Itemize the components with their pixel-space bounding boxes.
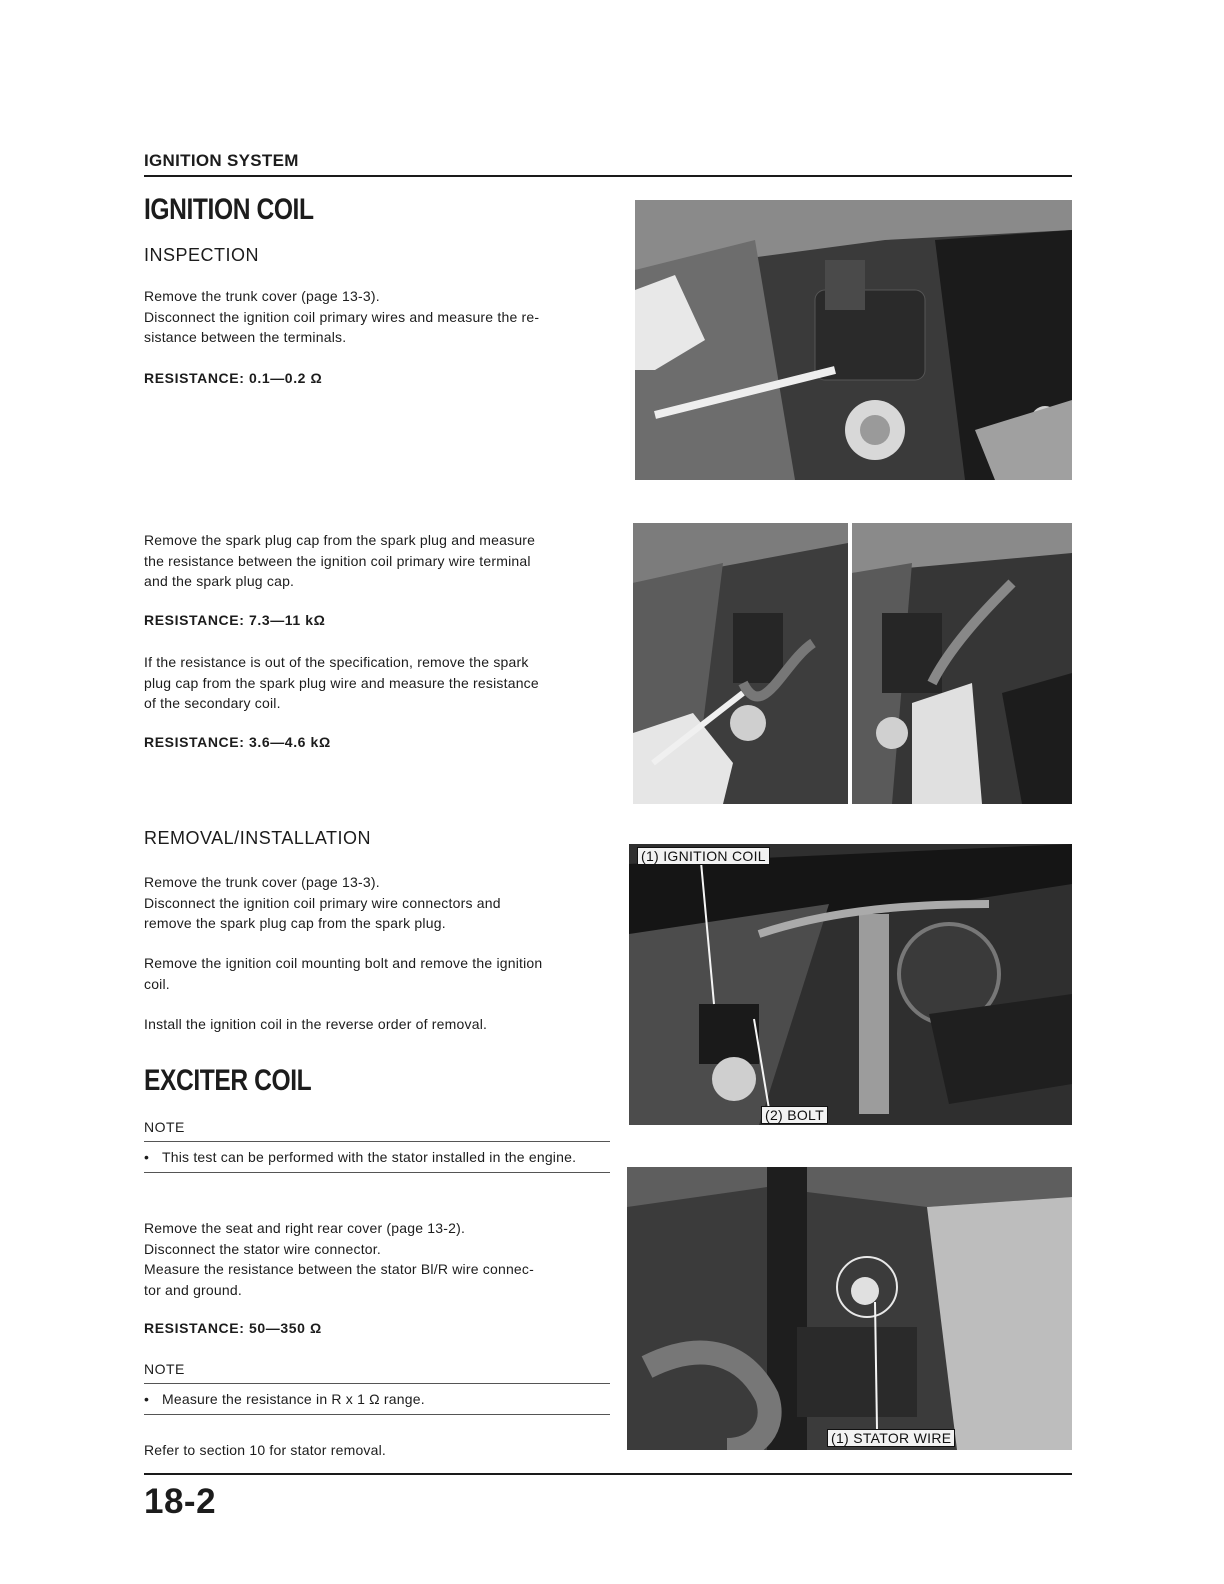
text-line: tor and ground. [144,1281,242,1298]
ignition-coil-title: IGNITION COIL [144,193,314,226]
text-line: Disconnect the stator wire connector. [144,1240,381,1257]
header-rule [144,175,1072,177]
photo-illustration [627,1167,1072,1450]
text-line: If the resistance is out of the specification, remove the spark [144,654,529,670]
callout-bolt: (2) BOLT [761,1106,828,1124]
text-line: and the spark plug cap. [144,573,295,589]
photo-illustration [629,844,1072,1125]
text-line: Remove the spark plug cap from the spark plug and measure [144,532,536,548]
text-line: sistance between the terminals. [144,329,347,345]
photo-illustration [852,523,1072,804]
resistance-spec-cap: RESISTANCE: 7.3—11 kΩ [144,612,326,628]
text-line: Remove the trunk cover (page 13-3). [144,874,380,890]
removal-heading: REMOVAL/INSTALLATION [144,828,372,848]
callout-ignition-coil: (1) IGNITION COIL [637,847,770,865]
note-text: This test can be performed with the stator installed in the engine. [162,1149,577,1165]
removal-para-2 [144,953,612,994]
photo-coil-cap-test-left [633,523,848,804]
removal-para-1 [144,872,612,934]
page-number: 18-2 [144,1482,217,1521]
resistance-spec-primary: RESISTANCE: 0.1—0.2 Ω [144,370,323,386]
photo-illustration [635,200,1072,480]
footer-rule [144,1473,1072,1475]
note-item: • This test can be performed with the stator installed in the engine. [144,1149,577,1165]
exciter-coil-title: EXCITER COIL [144,1064,312,1097]
text-line: Remove the trunk cover (page 13-3). [144,288,380,304]
text-line: Disconnect the ignition coil primary wire connectors and [144,894,501,911]
inspection-para-3 [144,652,612,714]
section-header-title: IGNITION SYSTEM [144,151,299,170]
photo-coil-primary-test [635,200,1072,480]
note-item: • Measure the resistance in R x 1 Ω range. [144,1391,425,1407]
inspection-para-1 [144,286,612,348]
photo-coil-cap-test-right [852,523,1072,804]
note-text: Measure the resistance in R x 1 Ω range. [162,1391,425,1407]
photo-stator-wire [627,1167,1072,1450]
text-line: plug cap from the spark plug wire and measure the resistance [144,674,539,691]
removal-para-3: Install the ignition coil in the reverse order of removal. [144,1016,488,1032]
note-label-1: NOTE [144,1119,185,1135]
text-line: Measure the resistance between the stator Bl/R wire connec- [144,1261,534,1277]
inspection-heading: INSPECTION [144,245,260,265]
photo-illustration [633,523,848,804]
callout-stator-wire: (1) STATOR WIRE [827,1429,955,1447]
text-line: coil. [144,975,170,992]
note-label-2: NOTE [144,1361,185,1377]
resistance-spec-exciter: RESISTANCE: 50—350 Ω [144,1320,322,1336]
note-box-1 [144,1141,610,1173]
inspection-para-2 [144,530,612,592]
text-line: Disconnect the ignition coil primary wires and measure the re- [144,308,540,325]
text-line: Remove the seat and right rear cover (page 13-2). [144,1220,466,1236]
exciter-para-1 [144,1218,612,1300]
photo-coil-removal [629,844,1072,1125]
text-line: Remove the ignition coil mounting bolt and remove the ignition [144,955,543,971]
text-line: the resistance between the ignition coil primary wire terminal [144,552,531,569]
exciter-para-2: Refer to section 10 for stator removal. [144,1442,387,1458]
note-box-2 [144,1383,610,1415]
text-line: of the secondary coil. [144,695,281,711]
resistance-spec-secondary: RESISTANCE: 3.6—4.6 kΩ [144,734,331,750]
text-line: remove the spark plug cap from the spark plug. [144,915,446,931]
